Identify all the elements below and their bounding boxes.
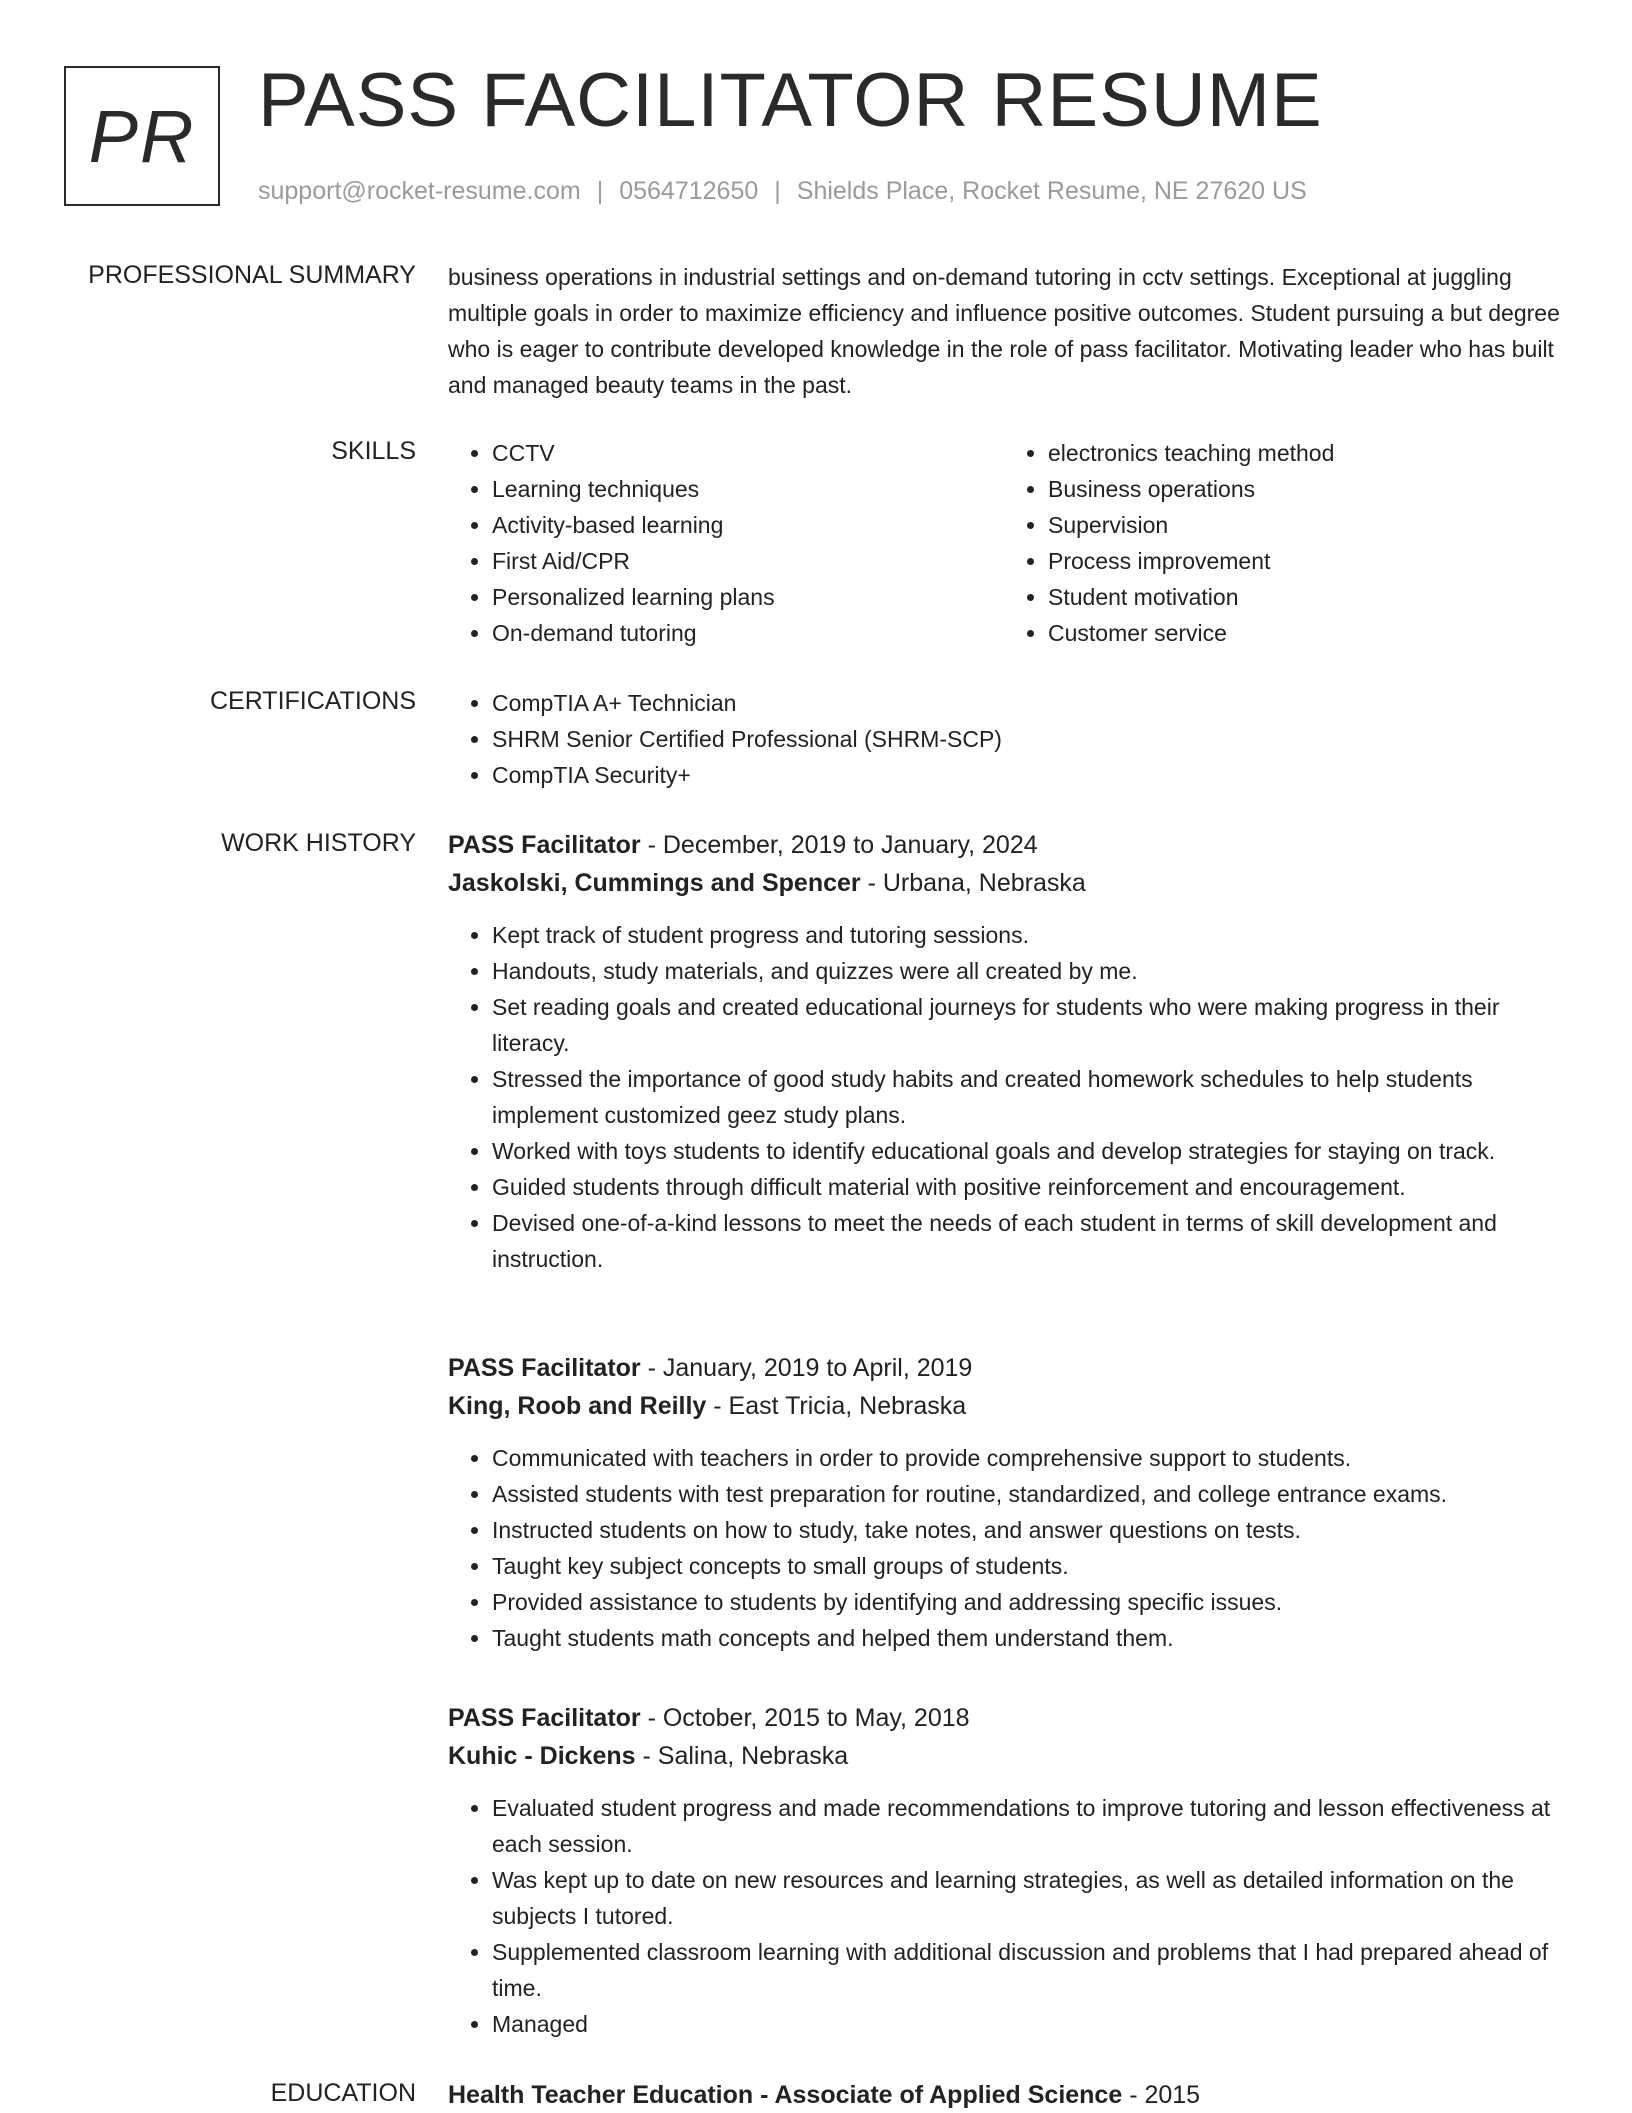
skill-item: • Customer service — [1048, 615, 1560, 651]
certification-item: • SHRM Senior Certified Professional (SHRM-SCP) — [492, 721, 1560, 757]
job-bullet: • Set reading goals and created educational journeys for students who were making progress in their literacy. — [492, 989, 1560, 1061]
job-dates: - December, 2019 to January, 2024 — [640, 831, 1038, 859]
job-entry — [448, 1350, 1560, 1656]
skill-item: • On-demand tutoring — [492, 615, 1004, 651]
summary-text: business operations in industrial settings and on-demand tutoring in cctv settings. Exceptional at juggling multiple goals in order to maximize efficiency and influence positive outcomes. Student pursuing a but degree who is eager to contribute developed knowledge in the role of pass facilitator. Motivating leader who has built and managed beauty teams in the past. — [448, 264, 1560, 398]
skill-item: • Process improvement — [1048, 543, 1560, 579]
job-bullets — [448, 1790, 1560, 2042]
section-label-work: WORK HISTORY — [221, 829, 416, 857]
job-bullet: • Evaluated student progress and made recommendations to improve tutoring and lesson effectiveness at each session. — [492, 1790, 1560, 1862]
section-label-skills: SKILLS — [331, 437, 416, 465]
education-line — [448, 2077, 1560, 2113]
contact-separator: | — [774, 177, 781, 205]
skills-list-left — [448, 435, 1004, 651]
resume-title: PASS FACILITATOR RESUME — [258, 58, 1323, 143]
job-bullet: • Taught students math concepts and helped them understand them. — [492, 1620, 1560, 1656]
job-title: PASS Facilitator — [448, 831, 641, 859]
company-location: - Salina, Nebraska — [635, 1742, 849, 1770]
contact-email: support@rocket-resume.com — [258, 177, 581, 205]
skill-item: • Supervision — [1048, 507, 1560, 543]
education-year: - 2015 — [1122, 2081, 1201, 2109]
monogram-box: PR — [64, 66, 220, 206]
skill-item: • Student motivation — [1048, 579, 1560, 615]
certification-item: • CompTIA Security+ — [492, 757, 1560, 793]
skill-item: • electronics teaching method — [1048, 435, 1560, 471]
job-title: PASS Facilitator — [448, 1354, 641, 1382]
section-label-education: EDUCATION — [270, 2079, 416, 2107]
skill-item: • Business operations — [1048, 471, 1560, 507]
section-label-summary: PROFESSIONAL SUMMARY — [88, 261, 416, 289]
job-bullet: • Handouts, study materials, and quizzes were all created by me. — [492, 953, 1560, 989]
contact-phone: 0564712650 — [619, 177, 759, 205]
education-content — [448, 2077, 1560, 2113]
job-dates: - January, 2019 to April, 2019 — [640, 1354, 973, 1382]
job-bullet: • Supplemented classroom learning with additional discussion and problems that I had prepared ahead of time. — [492, 1934, 1560, 2006]
job-title-line — [448, 827, 1560, 863]
job-entry — [448, 827, 1560, 1277]
skill-item: • First Aid/CPR — [492, 543, 1004, 579]
job-title: PASS Facilitator — [448, 1704, 641, 1732]
company-location: - Urbana, Nebraska — [860, 869, 1086, 897]
company-name: King, Roob and Reilly — [448, 1392, 707, 1420]
company-line — [448, 865, 1560, 901]
job-bullet: • Devised one-of-a-kind lessons to meet the needs of each student in terms of skill development and instruction. — [492, 1205, 1560, 1277]
job-bullet: • Guided students through difficult material with positive reinforcement and encouragement. — [492, 1169, 1560, 1205]
certifications-content — [448, 685, 1560, 793]
job-entry — [448, 1700, 1560, 2042]
company-line — [448, 1738, 1560, 1774]
job-bullet: • Taught key subject concepts to small groups of students. — [492, 1548, 1560, 1584]
job-title-line — [448, 1350, 1560, 1386]
company-line — [448, 1388, 1560, 1424]
skill-item: • Activity-based learning — [492, 507, 1004, 543]
section-label-certifications: CERTIFICATIONS — [209, 687, 416, 715]
summary-content — [448, 259, 1560, 403]
contact-address: Shields Place, Rocket Resume, NE 27620 US — [796, 177, 1307, 205]
skills-grid — [448, 435, 1560, 651]
company-location: - East Tricia, Nebraska — [706, 1392, 967, 1420]
job-bullet: • Worked with toys students to identify educational goals and develop strategies for staying on track. — [492, 1133, 1560, 1169]
job-dates: - October, 2015 to May, 2018 — [640, 1704, 970, 1732]
skill-item: • Learning techniques — [492, 471, 1004, 507]
education-degree: Health Teacher Education - Associate of Applied Science — [448, 2081, 1123, 2109]
contact-separator: | — [596, 177, 604, 205]
job-bullet: • Assisted students with test preparation for routine, standardized, and college entrance exams. — [492, 1476, 1560, 1512]
skill-item: • Personalized learning plans — [492, 579, 1004, 615]
contact-line — [258, 175, 1307, 207]
certifications-list — [448, 685, 1560, 793]
company-name: Jaskolski, Cummings and Spencer — [448, 869, 861, 897]
skills-list-right — [1004, 435, 1560, 651]
job-bullets — [448, 1440, 1560, 1656]
job-bullet: • Communicated with teachers in order to provide comprehensive support to students. — [492, 1440, 1560, 1476]
job-bullet: • Managed — [492, 2006, 1560, 2042]
job-bullet: • Instructed students on how to study, take notes, and answer questions on tests. — [492, 1512, 1560, 1548]
job-bullet: • Kept track of student progress and tutoring sessions. — [492, 917, 1560, 953]
job-bullet: • Was kept up to date on new resources and learning strategies, as well as detailed information on the subjects I tutored. — [492, 1862, 1560, 1934]
certification-item: • CompTIA A+ Technician — [492, 685, 1560, 721]
job-title-line — [448, 1700, 1560, 1736]
company-name: Kuhic - Dickens — [448, 1742, 636, 1770]
skill-item: • CCTV — [492, 435, 1004, 471]
job-bullet: • Provided assistance to students by identifying and addressing specific issues. — [492, 1584, 1560, 1620]
job-bullet: • Stressed the importance of good study habits and created homework schedules to help students implement customized geez study plans. — [492, 1061, 1560, 1133]
job-bullets — [448, 917, 1560, 1277]
